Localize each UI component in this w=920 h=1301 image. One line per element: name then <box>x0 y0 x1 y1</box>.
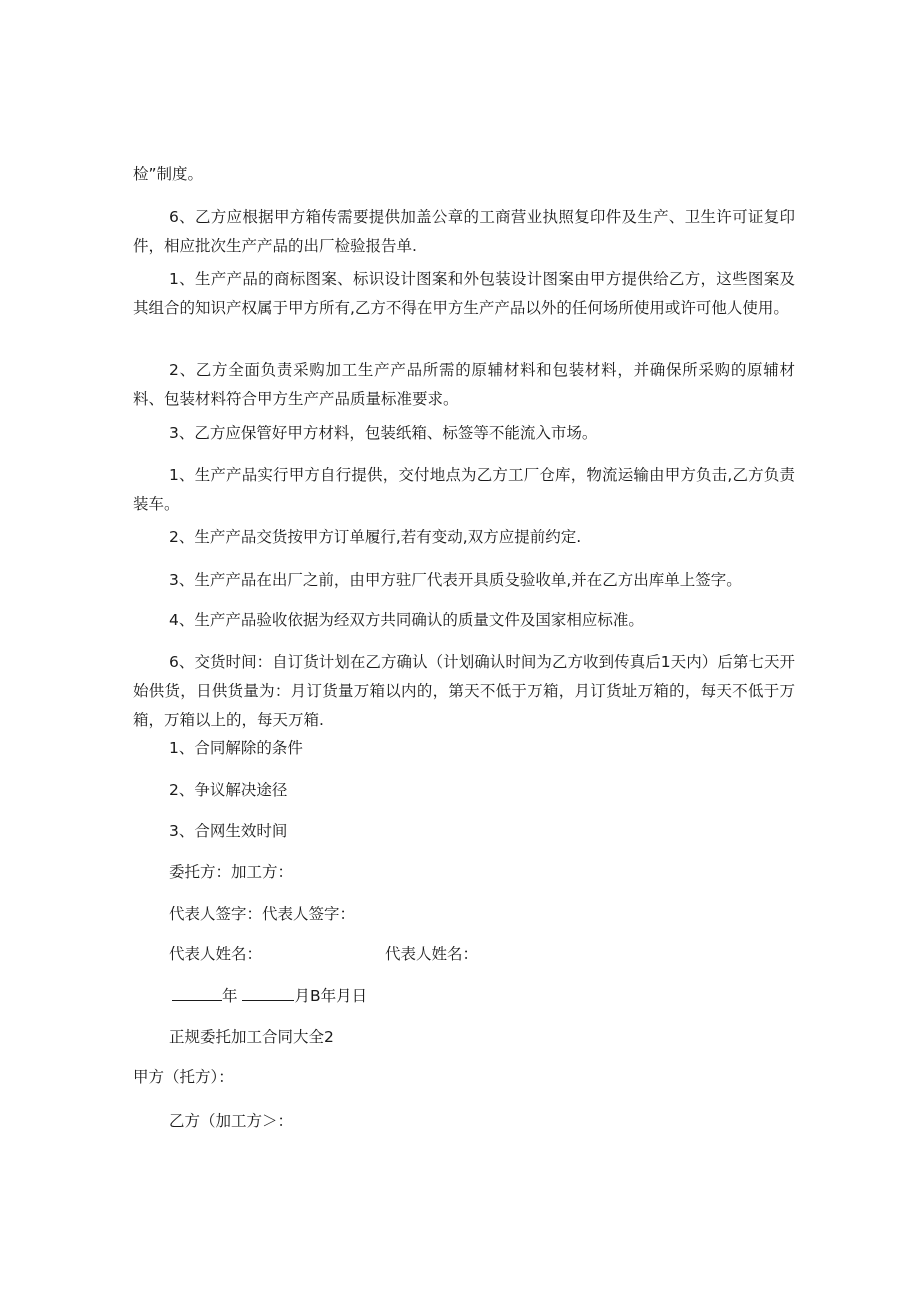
party-b-line: 乙方（加工方＞： <box>169 1112 294 1130</box>
date-line <box>172 982 367 1011</box>
paragraph-materials-custody: 3、乙方应保管好甲方材料，包装纸箱、标签等不能流入市场。 <box>169 424 598 442</box>
paragraph-raw-materials: 2、乙方全面负责采购加工生产产品所需的原辅材料和包装材料，并确保所采购的原辅材料、包装材料符合甲方生产产品质量标准要求。 <box>133 361 795 408</box>
paragraph-termination-conditions: 1、合同解除的条件 <box>169 739 303 757</box>
paragraph-trademark-ip: 1、生产产品的商标图案、标识设计图案和外包装设计图案由甲方提供给乙方，这些图案及其组合的知识产权属于甲方所有,乙方不得在甲方生产产品以外的任何场所使用或许可他人使用。 <box>133 270 795 317</box>
month-blank <box>242 984 294 1001</box>
party-a-line: 甲方（托方）： <box>133 1068 234 1086</box>
year-blank <box>172 984 222 1001</box>
paragraph-inspection-end: 检”制度。 <box>133 165 204 183</box>
date-rest-label: 月B年月日 <box>294 987 368 1005</box>
paragraph-factory-acceptance: 3、生产产品在出厂之前，由甲方驻厂代表开具质殳验收单,并在乙方出库单上签字。 <box>169 571 742 589</box>
representative-name-right: 代表人姓名： <box>385 945 479 963</box>
paragraph-effective-time: 3、合网生效时间 <box>169 822 288 840</box>
representative-name-left: 代表人姓名： <box>169 945 263 963</box>
paragraph-delivery-time: 6、交货时间：自订货计划在乙方确认（计划确认时间为乙方收到传真后1天内）后第七天开始供货，日供货量为：月订货量万箱以内的，第天不低于万箱，月订货址万箱的，每天不低于万箱，万箱以上的，每天万箱. <box>133 653 795 729</box>
date-year-label: 年 <box>222 987 238 1005</box>
next-document-title: 正规委托加工合同大全2 <box>169 1028 334 1046</box>
paragraph-acceptance-basis: 4、生产产品验收依据为经双方共同确认的质量文件及国家相应标准。 <box>169 611 644 629</box>
paragraph-order-fulfillment: 2、生产产品交货按甲方订单履行,若有变动,双方应提前约定. <box>169 528 582 546</box>
paragraph-delivery-location: 1、生产产品实行甲方自行提供，交付地点为乙方工厂仓库，物流运输由甲方负击,乙方负责装车。 <box>133 466 795 513</box>
paragraph-dispute-resolution: 2、争议解决途径 <box>169 781 288 799</box>
paragraph-parties-line: 委托方：加工方： <box>169 863 294 881</box>
paragraph-license-copies: 6、乙方应根据甲方箱传需要提供加盖公章的工商营业执照复印件及生产、卫生许可证复印件，相应批次生产产品的出厂检验报告单. <box>133 208 795 255</box>
paragraph-signature-line: 代表人签字：代表人签字： <box>169 905 356 923</box>
